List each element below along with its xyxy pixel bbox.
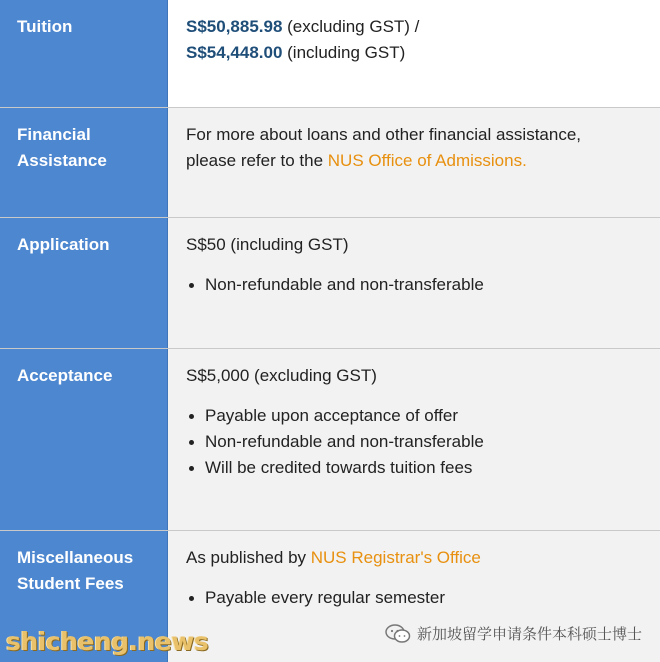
list-item: Payable upon acceptance of offer xyxy=(186,403,646,429)
label-text: Application xyxy=(17,235,110,254)
tuition-amount-excl: S$50,885.98 xyxy=(186,17,283,36)
label-line-1: Miscellaneous xyxy=(17,548,134,567)
tuition-incl-note: (including GST) xyxy=(282,43,406,62)
label-text: Tuition xyxy=(17,17,73,36)
label-line-2: Student Fees xyxy=(17,574,124,593)
application-fee-text: S$50 (including GST) xyxy=(186,235,349,254)
row-tuition xyxy=(0,0,660,108)
label-text: Acceptance xyxy=(17,366,113,385)
wechat-icon xyxy=(385,624,411,644)
site-watermark: shicheng.news xyxy=(6,627,209,656)
list-item: Non-refundable and non-transferable xyxy=(186,272,646,298)
label-line-2: Assistance xyxy=(17,151,107,170)
list-item: Payable every regular semester xyxy=(186,585,646,611)
row-financial-assistance xyxy=(0,108,660,218)
financial-text-line-2: please refer to the xyxy=(186,151,328,170)
nus-registrar-link[interactable]: NUS Registrar's Office xyxy=(310,548,481,567)
application-bullets xyxy=(186,272,646,298)
row-label-acceptance xyxy=(0,349,168,530)
row-value-application xyxy=(168,218,660,348)
row-value-acceptance xyxy=(168,349,660,530)
nus-admissions-link[interactable]: NUS Office of Admissions. xyxy=(327,151,527,170)
misc-bullets xyxy=(186,585,646,611)
row-label-application xyxy=(0,218,168,348)
row-value-tuition xyxy=(168,0,660,107)
list-item: Non-refundable and non-transferable xyxy=(186,429,646,455)
row-label-financial-assistance xyxy=(0,108,168,217)
row-application xyxy=(0,218,660,349)
account-name: 新加坡留学申请条件本科硕士博士 xyxy=(416,625,642,643)
acceptance-fee-text: S$5,000 (excluding GST) xyxy=(186,366,377,385)
row-acceptance xyxy=(0,349,660,531)
misc-text-prefix: As published by xyxy=(186,548,311,567)
label-line-1: Financial xyxy=(17,125,91,144)
list-item: Will be credited towards tuition fees xyxy=(186,455,646,481)
acceptance-bullets xyxy=(186,403,646,481)
tuition-excl-note: (excluding GST) / xyxy=(282,17,420,36)
account-watermark xyxy=(385,623,642,644)
financial-text-line-1: For more about loans and other financial assistance, xyxy=(186,125,582,144)
tuition-amount-incl: S$54,448.00 xyxy=(186,43,283,62)
row-value-financial-assistance xyxy=(168,108,660,217)
row-label-tuition xyxy=(0,0,168,107)
